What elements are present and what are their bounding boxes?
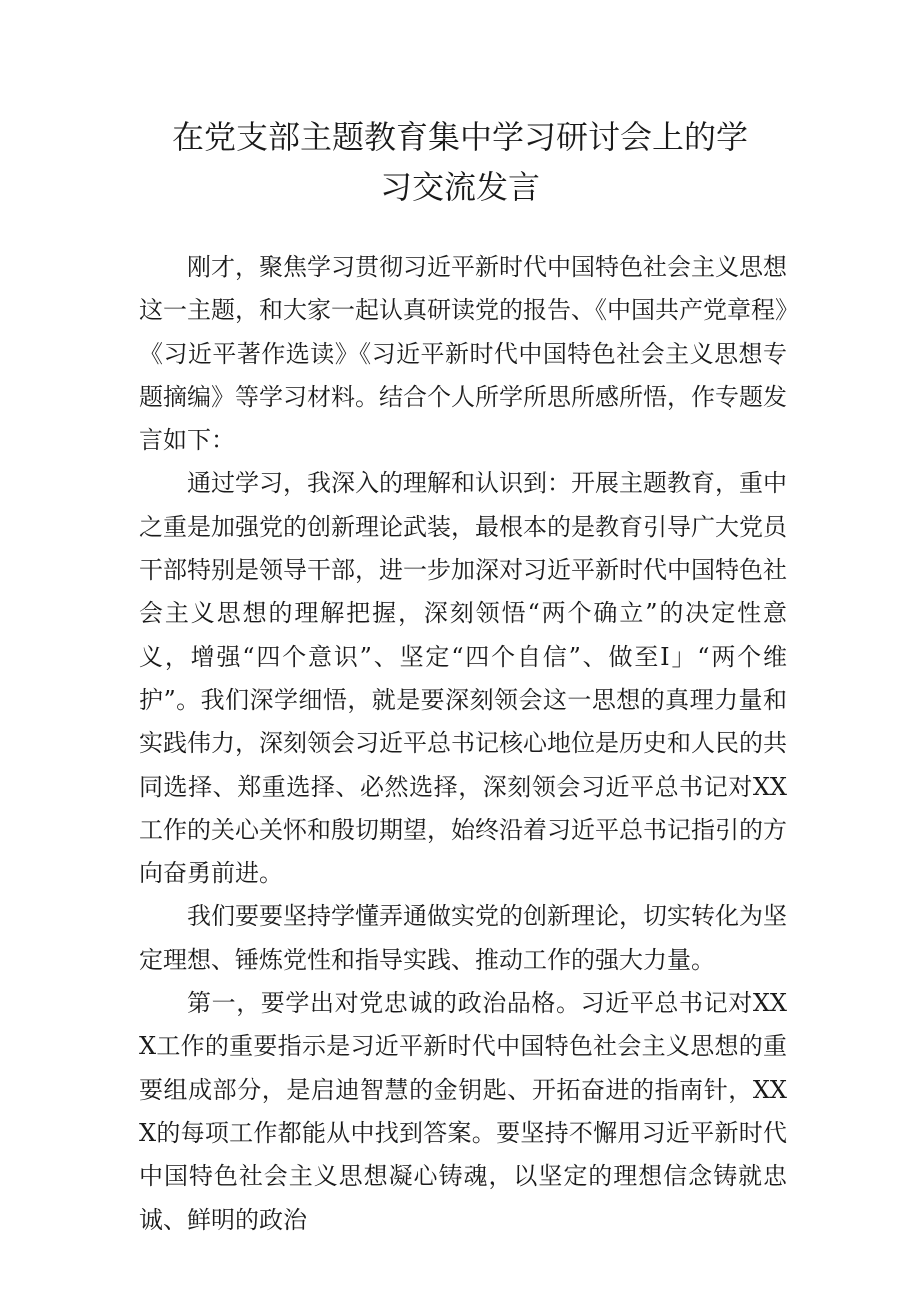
title-line-1: 在党支部主题教育集中学习研讨会上的学 (171, 118, 748, 156)
paragraph: 通过学习，我深入的理解和认识到：开展主题教育，重中之重是加强党的创新理论武装，最根本的是教育引导广大党员干部特别是领导干部，进一步加深对习近平新时代中国特色社会主义思想的理解把握，深刻领悟“两个确立”的决定性意义，增强“四个意识”、坚定“四个自信”、做至I」“两个维护”。我们深学细悟，就是要深刻领会这一思想的真理力量和实践伟力，深刻领会习近平总书记核心地位是历史和人民的共同选择、郑重选择、必然选择，深刻领会习近平总书记对XX工作的关心关怀和殷切期望，始终沿着习近平总书记指引的方向奋勇前进。 (139, 469, 787, 888)
paragraph: 刚才，聚焦学习贯彻习近平新时代中国特色社会主义思想这一主题，和大家一起认真研读党的报告、《中国共产党章程》《习近平著作选读》《习近平新时代中国特色社会主义思想专题摘编》等学习材料。结合个人所学所思所感所悟，作专题发言如下： (139, 253, 787, 455)
paragraph: 我们要要坚持学懂弄通做实党的创新理论，切实转化为坚定理想、锤炼党性和指导实践、推动工作的强大力量。 (139, 902, 787, 974)
paragraph: 第一，要学出对党忠诚的政治品格。习近平总书记对XXX工作的重要指示是习近平新时代中国特色社会主义思想的重要组成部分，是启迪智慧的金钥匙、开拓奋进的指南针，XXX的每项工作都能从中找到答案。要坚持不懈用习近平新时代中国特色社会主义思想凝心铸魂，以坚定的理想信念铸就忠诚、鲜明的政治 (139, 989, 787, 1234)
document-title (150, 112, 770, 212)
document-body (139, 246, 787, 1242)
title-line-2: 习交流发言 (379, 168, 540, 206)
